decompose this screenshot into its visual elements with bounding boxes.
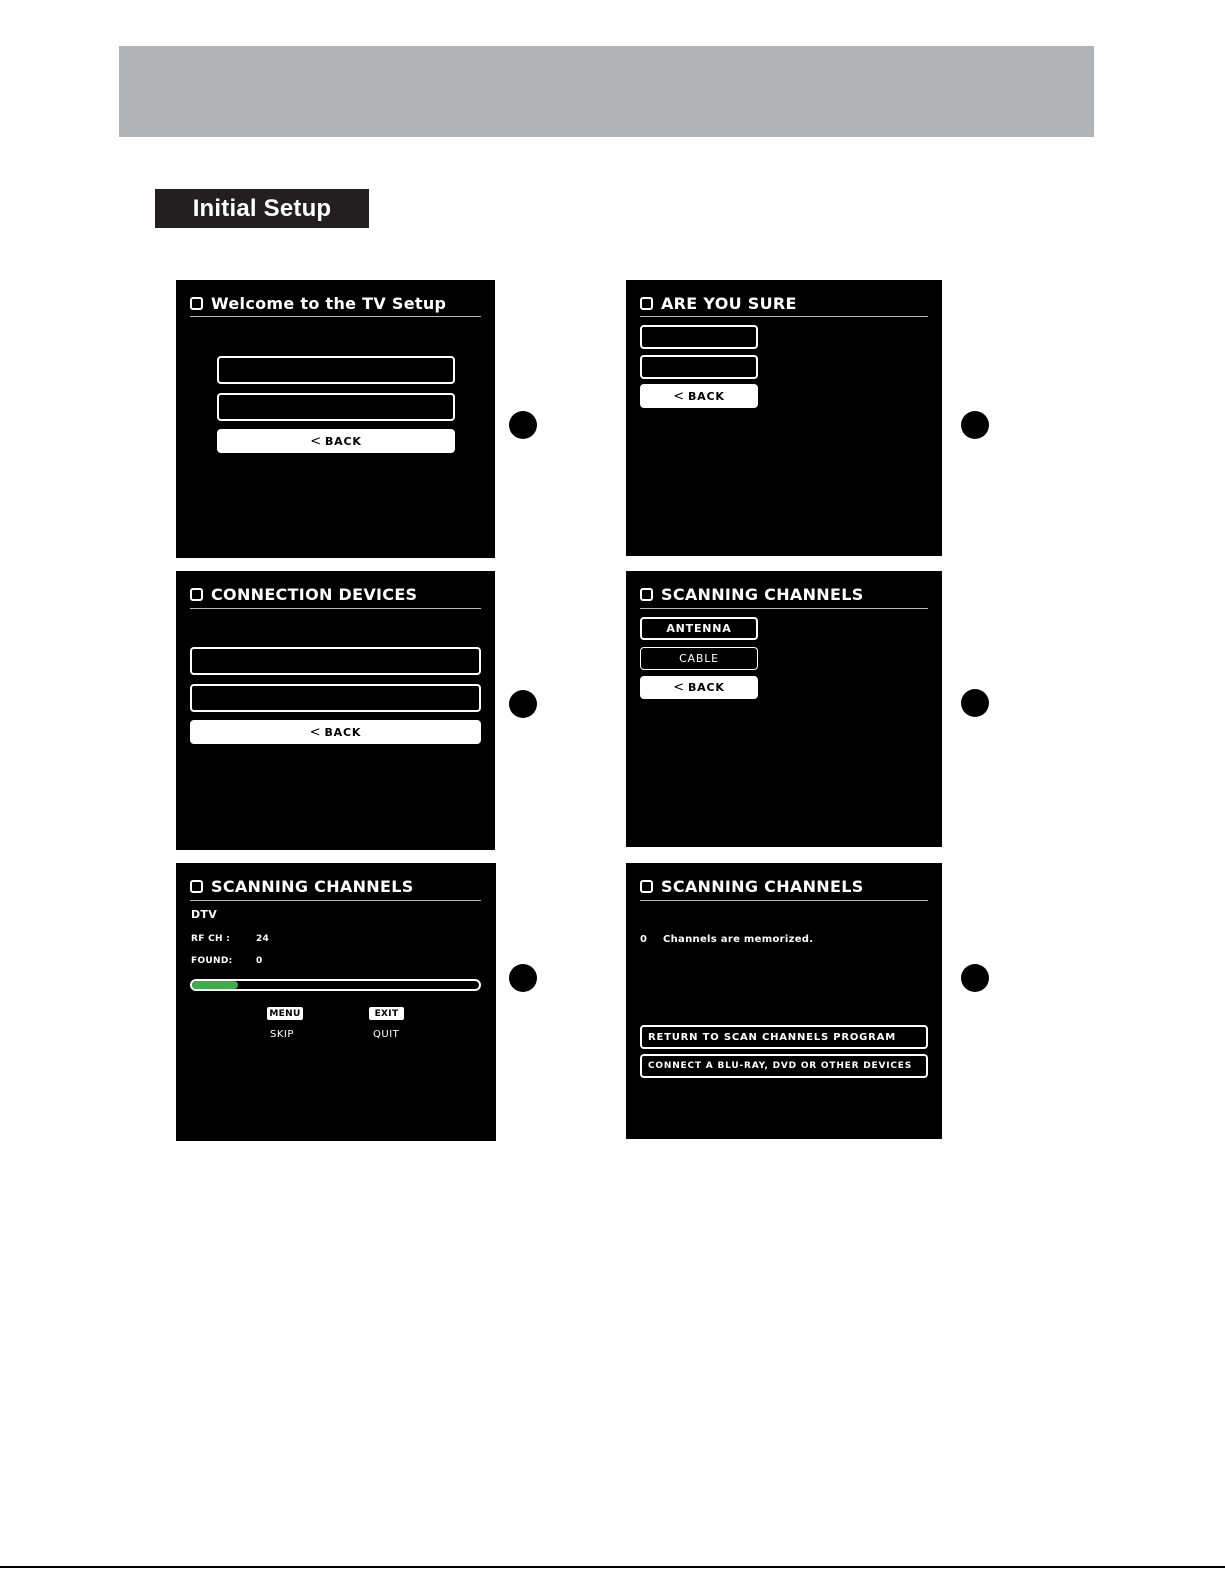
connect-devices-button[interactable]: CONNECT A BLU-RAY, DVD OR OTHER DEVICES (640, 1054, 928, 1078)
scan-source-title-text: SCANNING CHANNELS (661, 584, 864, 604)
connection-back-button[interactable] (190, 720, 481, 744)
connection-devices-title-text: CONNECTION DEVICES (211, 584, 418, 604)
chevron-left-icon: < (673, 388, 685, 404)
connection-devices-screen (176, 571, 495, 850)
cable-option-button[interactable]: CABLE (640, 647, 758, 670)
scan-result-screen (626, 863, 942, 1139)
header-band (119, 46, 1094, 137)
welcome-option-2-button[interactable] (217, 393, 455, 421)
connection-option-2-button[interactable] (190, 684, 481, 712)
footer-divider (0, 1566, 1225, 1568)
title-divider (640, 608, 928, 609)
return-to-scan-button[interactable]: RETURN TO SCAN CHANNELS PROGRAM (640, 1025, 928, 1049)
welcome-option-1-button[interactable] (217, 356, 455, 384)
welcome-screen (176, 280, 495, 558)
scan-result-title (640, 875, 864, 897)
channel-count: 0 (640, 934, 648, 945)
step-marker (961, 689, 989, 717)
are-you-sure-back-button[interactable] (640, 384, 758, 408)
memorized-message: Channels are memorized. (663, 934, 814, 945)
scan-progress-screen (176, 863, 496, 1141)
rf-channel-label: RF CH : (191, 934, 231, 944)
scan-mode-label: DTV (191, 908, 218, 921)
title-divider (190, 608, 481, 609)
scan-source-title (640, 583, 864, 605)
rf-channel-value: 24 (256, 934, 270, 944)
title-divider (640, 316, 928, 317)
checkbox-icon (190, 588, 203, 601)
back-label: BACK (688, 681, 725, 694)
step-marker (961, 411, 989, 439)
chevron-left-icon: < (673, 680, 685, 695)
checkbox-icon (190, 880, 203, 893)
are-you-sure-screen (626, 280, 942, 556)
scan-result-title-text: SCANNING CHANNELS (661, 876, 864, 896)
scan-progress-title-text: SCANNING CHANNELS (211, 876, 414, 896)
back-label: BACK (324, 725, 362, 739)
step-marker (509, 411, 537, 439)
title-divider (190, 900, 481, 901)
antenna-option-button[interactable]: ANTENNA (640, 617, 758, 640)
welcome-title-text: Welcome to the TV Setup (211, 293, 447, 313)
step-marker (509, 964, 537, 992)
scan-progress-title (190, 875, 414, 897)
are-you-sure-title-text: ARE YOU SURE (661, 293, 797, 313)
back-label: BACK (325, 434, 362, 448)
back-label: BACK (688, 389, 725, 403)
scan-progress-fill (192, 981, 238, 989)
checkbox-icon (640, 297, 653, 310)
scan-progress-bar (190, 979, 481, 991)
step-marker (509, 690, 537, 718)
are-you-sure-option-2-button[interactable] (640, 355, 758, 379)
section-title: Initial Setup (155, 189, 369, 228)
found-label: FOUND: (191, 956, 233, 966)
chevron-left-icon: < (310, 433, 322, 449)
quit-caption: QUIT (373, 1029, 400, 1040)
welcome-back-button[interactable] (217, 429, 455, 453)
are-you-sure-title (640, 292, 797, 314)
exit-key-badge[interactable]: EXIT (369, 1007, 404, 1020)
checkbox-icon (190, 297, 203, 310)
checkbox-icon (640, 588, 653, 601)
scan-source-screen (626, 571, 942, 847)
step-marker (961, 964, 989, 992)
found-value: 0 (256, 956, 263, 966)
skip-caption: SKIP (270, 1029, 294, 1040)
title-divider (640, 900, 928, 901)
chevron-left-icon: < (309, 724, 322, 740)
scan-source-back-button[interactable] (640, 676, 758, 699)
title-divider (190, 316, 481, 317)
connection-devices-title (190, 583, 417, 605)
connection-option-1-button[interactable] (190, 647, 481, 675)
welcome-title (190, 292, 446, 314)
checkbox-icon (640, 880, 653, 893)
are-you-sure-option-1-button[interactable] (640, 325, 758, 349)
menu-key-badge[interactable]: MENU (267, 1007, 303, 1020)
